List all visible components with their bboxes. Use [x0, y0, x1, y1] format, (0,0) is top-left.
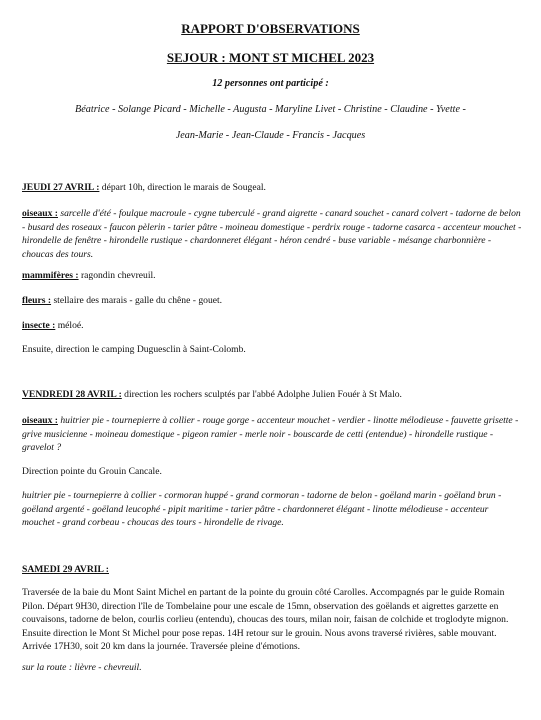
day2-intro: direction les rochers sculptés par l'abbé Adolphe Julien Fouér à St Malo.: [121, 389, 402, 400]
day3-route: sur la route : lièvre - chevreuil.: [22, 662, 142, 673]
day1-mammiferes-label: mammifères :: [22, 270, 79, 281]
day1-oiseaux-text: sarcelle d'été - foulque macroule - cygne tuberculé - grand aigrette - canard souchet - canard colvert - tadorne de belon - busard des roseaux - faucon pèlerin - tarier pâtre - moineau domestique - perdrix rouge - tadorne casarca - accenteur mouchet - hirondelle de fenêtre - hirondelle rustique - chardonneret élégant - héron cendré - buse variable - mésange charbonnière - choucas des tours.: [22, 208, 522, 260]
participants-line-2: Jean-Marie - Jean-Claude - Francis - Jacques: [175, 130, 366, 141]
report-subtitle: SEJOUR : MONT ST MICHEL 2023: [166, 50, 375, 65]
day3-heading: [22, 563, 522, 577]
participants-line-1: Béatrice - Solange Picard - Michelle - Augusta - Maryline Livet - Christine - Claudine - Yvette -: [75, 104, 466, 115]
day1-mammiferes: [22, 269, 522, 283]
day2-bird-list: huitrier pie - tournepierre à collier - cormoran huppé - grand cormoran - tadorne de belon - goëland marin - goëland brun - goëland argenté - goëland leucophé - pipit maritime - tarier pâtre - chardonneret élégant - linotte mélodieuse - accenteur mouchet - grand corbeau - choucas des tours - hirondelle de rivage.: [22, 490, 502, 529]
day2-date: VENDREDI 28 AVRIL :: [22, 389, 122, 400]
day1-intro: départ 10h, direction le marais de Sougeal.: [99, 182, 266, 193]
day1-insecte-text: méloé.: [55, 320, 84, 331]
participants-count: 12 personnes ont participé :: [212, 78, 329, 89]
day3-date: SAMEDI 29 AVRIL :: [22, 564, 109, 575]
day2-oiseaux-label: oiseaux :: [22, 415, 58, 426]
day3-text: Traversée de la baie du Mont Saint Michel en partant de la pointe du grouin côté Carolles. Accompagnés par le guide Romain Pilon. Départ 9H30, direction l'île de Tombelaine pour une escale de 15mn, observation des goëlands et aigrettes garzette en couvaisons, tadorne de belon, courlis corlieu (entendu), choucas des tours, milan noir, faisan de colchide et troglodyte mignon. Ensuite direction le Mont St Michel pour pose repas. 14H retour sur le grouin. Nous avons traversé rivières, sable mouvant. Arrivée 17H30, soit 20 km dans la journée. Traversée pleine d'émotions.: [22, 587, 509, 653]
day2-oiseaux: [22, 414, 522, 455]
day1-insecte: [22, 319, 522, 333]
day1-fleurs-label: fleurs :: [22, 295, 52, 306]
day1-date: JEUDI 27 AVRIL :: [22, 182, 100, 193]
day1-ensuite: Ensuite, direction le camping Duguesclin à Saint-Colomb.: [22, 344, 246, 355]
day1-mammiferes-text: ragondin chevreuil.: [78, 270, 156, 281]
day2-direction: Direction pointe du Grouin Cancale.: [22, 466, 162, 477]
day1-heading: [22, 181, 522, 195]
day1-fleurs: [22, 294, 522, 308]
day1-oiseaux: [22, 207, 522, 261]
day2-heading: [22, 388, 522, 402]
day1-insecte-label: insecte :: [22, 320, 56, 331]
report-title: RAPPORT D'OBSERVATIONS: [181, 21, 360, 36]
day1-fleurs-text: stellaire des marais - galle du chêne - gouet.: [51, 295, 223, 306]
day2-oiseaux-text: huitrier pie - tournepierre à collier - rouge gorge - accenteur mouchet - verdier - linotte mélodieuse - fauvette grisette - grive musicienne - moineau domestique - pigeon ramier - merle noir - bouscarde de cetti (entendue) - hirondelle rustique - gravelot ?: [22, 415, 519, 454]
day1-oiseaux-label: oiseaux :: [22, 208, 58, 219]
